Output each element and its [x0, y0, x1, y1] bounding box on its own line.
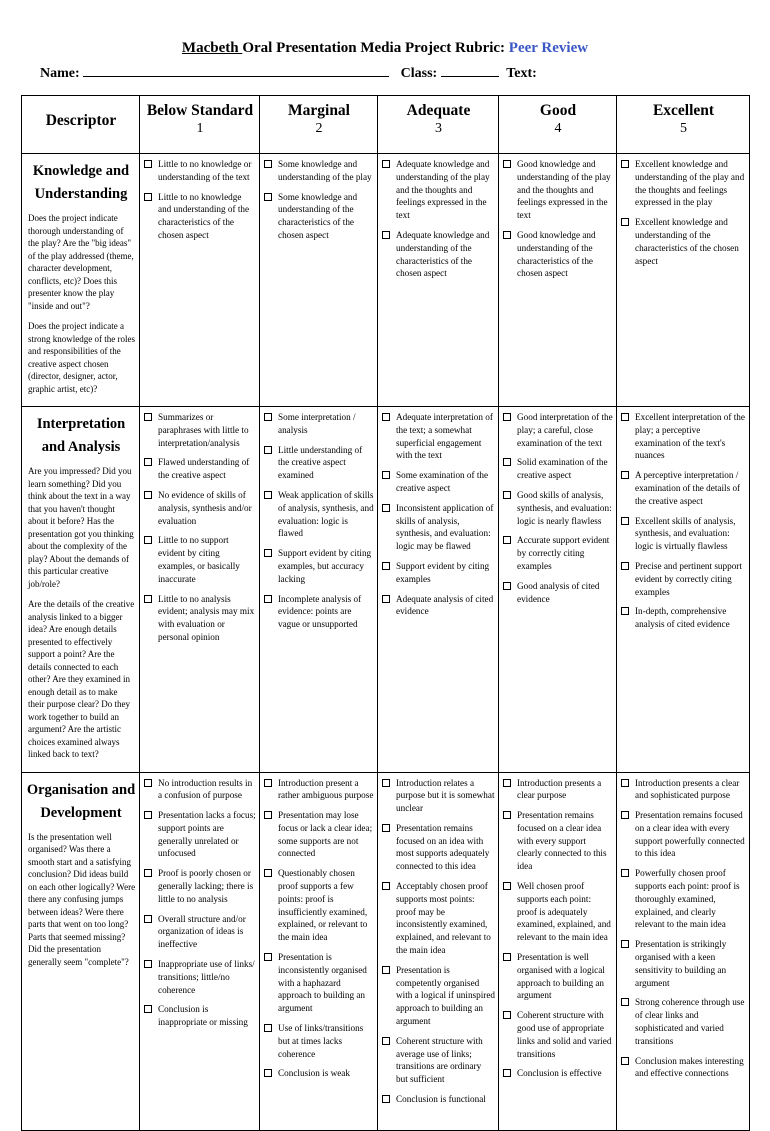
criteria-list [264, 158, 374, 242]
checkbox[interactable] [503, 458, 511, 466]
title-peer-review: Peer Review [508, 40, 589, 56]
criteria-text: Presentation remains focused on an idea with most supports adequately connected to this idea [396, 822, 490, 872]
criteria-item [382, 822, 495, 873]
checkbox[interactable] [264, 413, 272, 421]
criteria-item [144, 593, 256, 644]
criteria-item [144, 777, 256, 803]
checkbox[interactable] [382, 824, 390, 832]
criteria-list [503, 411, 613, 605]
guiding-question: Are the details of the creative analysis linked to a bigger idea? Are enough details presented to effectively support a point? Are the details connected to each other? Are they examined in enough detail as to make their purpose clear? Do they work together to build an argument? Are the artistic choices examined always linked back to text? [28, 599, 135, 759]
checkbox[interactable] [503, 779, 511, 787]
level-cell-excellent [617, 772, 750, 1130]
criteria-text: Coherent structure with good use of appropriate links and solid and varied transitions [517, 1010, 612, 1059]
checkbox[interactable] [264, 160, 272, 168]
criteria-item [144, 191, 256, 242]
criteria-item [382, 777, 495, 815]
criteria-text: In-depth, comprehensive analysis of cited evidence [635, 606, 730, 630]
criteria-item [503, 411, 613, 449]
criteria-text: Conclusion is inappropriate or missing [158, 1004, 248, 1028]
criteria-list [382, 411, 495, 618]
criteria-text: Adequate knowledge and understanding of the characteristics of the chosen aspect [396, 229, 490, 279]
checkbox[interactable] [503, 582, 511, 590]
checkbox[interactable] [503, 1011, 511, 1019]
checkbox[interactable] [503, 413, 511, 421]
rubric-header-row [22, 96, 750, 154]
col-header-marginal: Marginal 2 [260, 96, 378, 154]
guiding-question: Is the presentation well organised? Was there a smooth start and a satisfying conclusion? Did ideas build on each other logically? Were there any confusing jumps between ideas? Were there parts that went on too long? Parts that seemed missing? Did the presentation generally seem "complete"? [28, 831, 136, 967]
criteria-item [503, 777, 613, 803]
level-cell-adequate [378, 407, 499, 773]
criteria-text: Flawed understanding of the creative aspect [158, 457, 250, 481]
criteria-item [621, 560, 746, 598]
level-cell-good [499, 154, 617, 407]
guiding-question: Does the project indicate a strong knowledge of the roles and responsibilities of the creative aspect chosen (director, designer, actor, graphic artist, etc)? [28, 321, 135, 394]
criteria-text: Precise and pertinent support evident by correctly citing examples [635, 560, 742, 597]
criteria-list [382, 158, 495, 280]
checkbox[interactable] [503, 1069, 511, 1077]
criteria-text: Acceptably chosen proof supports most points: proof may be inconsistently examined, explained, and relevant to the main idea [396, 881, 491, 956]
criteria-item [503, 534, 613, 572]
criteria-text: Use of links/transitions but at times lacks coherence [278, 1023, 364, 1059]
checkbox[interactable] [144, 1005, 152, 1013]
criteria-text: Introduction present a rather ambiguous purpose [278, 777, 374, 801]
name-label: Name: [40, 66, 80, 81]
criteria-text: Some knowledge and understanding of the characteristics of the chosen aspect [278, 191, 358, 240]
criteria-item [621, 158, 746, 209]
criteria-item [382, 469, 495, 495]
level-cell-good [499, 772, 617, 1130]
checkbox[interactable] [621, 869, 629, 877]
checkbox[interactable] [621, 940, 629, 948]
level-cell-below-standard [140, 407, 260, 773]
criteria-text: Excellent knowledge and understanding of the play and the thoughts and feelings expressed in the play [635, 159, 745, 208]
criteria-item [264, 191, 374, 242]
checkbox[interactable] [382, 1095, 390, 1103]
rubric-table [21, 95, 750, 1131]
criteria-text: Excellent skills of analysis, synthesis, and evaluation: logic is virtually flawless [635, 515, 736, 552]
checkbox[interactable] [503, 811, 511, 819]
checkbox[interactable] [382, 160, 390, 168]
criteria-text: No introduction results in a confusion of purpose [158, 777, 253, 801]
rubric-title [0, 40, 770, 57]
level-cell-below-standard [140, 772, 260, 1130]
criteria-item [264, 593, 374, 631]
criteria-text: Introduction presents a clear purpose [517, 777, 602, 801]
criteria-text: Presentation is inconsistently organised with a haphazard approach to building an argument [278, 952, 367, 1014]
checkbox[interactable] [264, 1024, 272, 1032]
checkbox[interactable] [382, 1037, 390, 1045]
criterion-heading: Interpretation and Analysis [36, 416, 126, 455]
criteria-item [382, 964, 495, 1028]
descriptor-cell [22, 154, 140, 407]
criteria-text: Little to no knowledge and understanding of the characteristics of the chosen aspect [158, 191, 250, 240]
criteria-text: Questionably chosen proof supports a few points: proof is insufficiently examined, explained, or relevant to the main idea [278, 868, 368, 943]
criteria-item [264, 547, 374, 585]
criteria-text: Inconsistent application of skills of analysis, synthesis, and evaluation: logic may be flawed [396, 502, 494, 552]
criteria-text: Conclusion is effective [517, 1068, 602, 1079]
text-label: Text: [506, 66, 537, 81]
criteria-item [264, 867, 374, 944]
col-header-adequate: Adequate 3 [378, 96, 499, 154]
col-header-excellent: Excellent 5 [617, 96, 750, 154]
criteria-text: Inappropriate use of links/ transitions; little/no coherence [158, 959, 255, 995]
criteria-text: Accurate support evident by correctly citing examples [517, 535, 610, 571]
rubric-row [22, 407, 750, 773]
criteria-item [621, 216, 746, 267]
checkbox[interactable] [503, 953, 511, 961]
guiding-question: Does the project indicate thorough understanding of the play? Are the "big ideas" of the play addressed (theme, character development, conflicts, etc)? Does this presenter know the play "inside and out"? [28, 213, 134, 311]
checkbox[interactable] [621, 160, 629, 168]
level-cell-adequate [378, 154, 499, 407]
checkbox[interactable] [144, 960, 152, 968]
checkbox[interactable] [503, 491, 511, 499]
level-cell-excellent [617, 407, 750, 773]
criteria-item [144, 958, 256, 996]
criteria-text: Excellent interpretation of the play; a perceptive examination of the text's nuances [635, 412, 745, 461]
checkbox[interactable] [264, 595, 272, 603]
criteria-list [144, 777, 256, 1030]
criteria-text: A perceptive interpretation / examination of the details of the creative aspect [635, 470, 741, 506]
criteria-item [621, 1055, 746, 1081]
criteria-text: Support evident by citing examples, but accuracy lacking [278, 548, 372, 584]
criteria-text: Conclusion is weak [278, 1068, 350, 1079]
criteria-item [144, 867, 256, 905]
checkbox[interactable] [621, 811, 629, 819]
criteria-item [144, 913, 256, 951]
criteria-text: Adequate analysis of cited evidence [396, 593, 494, 617]
criteria-text: Some knowledge and understanding of the play [278, 159, 372, 182]
criteria-item [621, 867, 746, 931]
criteria-text: Powerfully chosen proof supports each point: proof is thoroughly examined, explained, and clearly relevant to the main idea [635, 868, 740, 930]
checkbox[interactable] [144, 413, 152, 421]
criteria-text: Some examination of the creative aspect [396, 470, 489, 493]
text-field-line[interactable] [40, 82, 256, 96]
level-cell-adequate [378, 772, 499, 1130]
criterion-heading: Organisation and Development [26, 781, 136, 821]
checkbox[interactable] [144, 811, 152, 819]
criteria-text: Little understanding of the creative aspect examined [278, 444, 363, 481]
criteria-list [621, 158, 746, 267]
rubric-row [22, 154, 750, 407]
checkbox[interactable] [264, 446, 272, 454]
criteria-text: Presentation remains focused on a clear idea with every support powerfully connected to this idea [635, 810, 745, 859]
criteria-item [382, 1035, 495, 1086]
checkbox[interactable] [621, 779, 629, 787]
class-label: Class: [400, 66, 438, 81]
checkbox[interactable] [503, 160, 511, 168]
checkbox[interactable] [621, 413, 629, 421]
criteria-list [503, 777, 613, 1081]
descriptor-cell [22, 407, 140, 773]
criteria-item [382, 593, 495, 619]
checkbox[interactable] [382, 413, 390, 421]
checkbox[interactable] [382, 471, 390, 479]
checkbox[interactable] [382, 504, 390, 512]
criteria-item [503, 158, 613, 222]
criteria-text: Presentation remains focused on a clear idea with every support clearly connected to this idea [517, 810, 607, 872]
criteria-item [144, 809, 256, 860]
criteria-text: Good skills of analysis, synthesis, and evaluation: logic is nearly flawless [517, 489, 612, 526]
title-main: Oral Presentation Media Project Rubric: [242, 40, 509, 56]
criteria-item [264, 411, 374, 437]
descriptor-cell [22, 772, 140, 1130]
criteria-item [621, 938, 746, 989]
criteria-text: Presentation is strikingly organised with a keen sensitivity to building an argument [635, 939, 727, 988]
checkbox[interactable] [503, 231, 511, 239]
criteria-item [382, 1093, 495, 1106]
checkbox[interactable] [621, 517, 629, 525]
rubric-row [22, 772, 750, 1130]
criteria-text: Adequate interpretation of the text; a somewhat superficial engagement with the text [396, 412, 493, 461]
criteria-text: Little to no analysis evident; analysis may mix with evaluation or personal opinion [158, 593, 255, 642]
checkbox[interactable] [621, 471, 629, 479]
criteria-text: Weak application of skills of analysis, synthesis, and evaluation: logic is flawed [278, 489, 374, 539]
checkbox[interactable] [382, 779, 390, 787]
criteria-list [144, 158, 256, 242]
criteria-item [382, 411, 495, 462]
criteria-item [503, 489, 613, 527]
criteria-item [621, 996, 746, 1047]
checkbox[interactable] [144, 193, 152, 201]
criteria-item [264, 777, 374, 803]
level-cell-good [499, 407, 617, 773]
criteria-item [621, 411, 746, 462]
criteria-item [382, 158, 495, 222]
criteria-text: Summarizes or paraphrases with little to interpretation/analysis [158, 412, 249, 448]
criteria-text: Adequate knowledge and understanding of the play and the thoughts and feelings expressed in the text [396, 159, 490, 221]
criteria-text: Well chosen proof supports each point: proof is adequately examined, explained, and relevant to the main idea [517, 881, 611, 943]
criteria-text: No evidence of skills of analysis, synthesis and/or evaluation [158, 489, 252, 526]
checkbox[interactable] [621, 607, 629, 615]
criteria-text: Good interpretation of the play; a careful, close examination of the text [517, 412, 613, 448]
checkbox[interactable] [621, 1057, 629, 1065]
criteria-item [503, 456, 613, 482]
criteria-item [503, 880, 613, 944]
criteria-item [264, 158, 374, 184]
criteria-text: Strong coherence through use of clear links and sophisticated and varied transitions [635, 997, 745, 1046]
criteria-item [264, 444, 374, 482]
criteria-item [621, 777, 746, 803]
criteria-text: Presentation is competently organised with a logical if uninspired approach to building an argument [396, 964, 495, 1027]
criteria-item [264, 489, 374, 540]
checkbox[interactable] [621, 998, 629, 1006]
criteria-text: Good knowledge and understanding of the play and the thoughts and feelings expressed in the text [517, 159, 611, 221]
checkbox[interactable] [382, 562, 390, 570]
criteria-item [382, 560, 495, 586]
title-play-name: Macbeth [181, 40, 243, 56]
criteria-item [264, 951, 374, 1015]
level-cell-marginal [260, 407, 378, 773]
checkbox[interactable] [144, 779, 152, 787]
level-cell-marginal [260, 772, 378, 1130]
criteria-item [621, 809, 746, 860]
criteria-item [264, 809, 374, 860]
criteria-text: Solid examination of the creative aspect [517, 457, 608, 481]
criteria-item [503, 229, 613, 280]
checkbox[interactable] [264, 1069, 272, 1077]
criteria-text: Little to no support evident by citing examples, or basically inaccurate [158, 535, 240, 584]
checkbox[interactable] [264, 193, 272, 201]
criteria-item [503, 1067, 613, 1080]
checkbox[interactable] [144, 536, 152, 544]
guiding-question: Are you impressed? Did you learn something? Did you think about the text in a way that you haven't thought about it before? Has the presentation got you thinking about the complexity of the play? About the demands of this particular creative job/role? [28, 466, 134, 589]
level-cell-below-standard [140, 154, 260, 407]
criteria-text: Presentation is well organised with a logical approach to building an argument [517, 952, 605, 1001]
checkbox[interactable] [503, 882, 511, 890]
criteria-item [144, 158, 256, 184]
checkbox[interactable] [503, 536, 511, 544]
criteria-item [144, 534, 256, 585]
criteria-item [144, 456, 256, 482]
criteria-item [621, 469, 746, 507]
level-cell-excellent [617, 154, 750, 407]
checkbox[interactable] [264, 779, 272, 787]
col-header-below-standard: Below Standard 1 [140, 96, 260, 154]
class-field-line[interactable] [441, 63, 499, 77]
criteria-list [503, 158, 613, 280]
criteria-item [503, 1009, 613, 1060]
checkbox[interactable] [264, 869, 272, 877]
criteria-list [144, 411, 256, 644]
criteria-text: Proof is poorly chosen or generally lacking; there is little to no analysis [158, 868, 254, 904]
criteria-item [144, 1003, 256, 1029]
criteria-text: Overall structure and/or organization of ideas is ineffective [158, 913, 246, 950]
criteria-item [503, 951, 613, 1002]
criterion-heading: Knowledge and Understanding [32, 163, 130, 202]
checkbox[interactable] [144, 491, 152, 499]
criteria-text: Presentation lacks a focus; support points are generally unrelated or unfocused [158, 810, 256, 859]
col-header-good: Good 4 [499, 96, 617, 154]
checkbox[interactable] [144, 869, 152, 877]
checkbox[interactable] [382, 966, 390, 974]
criteria-item [382, 502, 495, 553]
checkbox[interactable] [621, 218, 629, 226]
criteria-text: Conclusion is functional [396, 1094, 486, 1105]
criteria-item [382, 229, 495, 280]
criteria-text: Good knowledge and understanding of the characteristics of the chosen aspect [517, 229, 596, 279]
criteria-item [264, 1067, 374, 1080]
criteria-text: Introduction presents a clear and sophisticated purpose [635, 777, 740, 801]
checkbox[interactable] [144, 595, 152, 603]
name-field-line[interactable] [83, 63, 389, 77]
checkbox[interactable] [264, 953, 272, 961]
checkbox[interactable] [382, 882, 390, 890]
criteria-item [503, 580, 613, 606]
criteria-text: Excellent knowledge and understanding of the characteristics of the chosen aspect [635, 217, 739, 266]
criteria-list [621, 411, 746, 631]
criteria-text: Incomplete analysis of evidence: points are vague or unsupported [278, 593, 362, 630]
criteria-text: Little to no knowledge or understanding of the text [158, 159, 252, 182]
criteria-item [144, 489, 256, 527]
criteria-item [621, 515, 746, 553]
criteria-text: Some interpretation / analysis [278, 412, 356, 435]
checkbox[interactable] [144, 160, 152, 168]
criteria-list [264, 777, 374, 1081]
criteria-text: Support evident by citing examples [396, 560, 490, 584]
criteria-item [264, 1022, 374, 1060]
criteria-text: Introduction relates a purpose but it is somewhat unclear [396, 777, 495, 814]
criteria-list [382, 777, 495, 1106]
criteria-list [264, 411, 374, 631]
checkbox[interactable] [264, 491, 272, 499]
criteria-item [503, 809, 613, 873]
criteria-text: Conclusion makes interesting and effective connections [635, 1055, 744, 1079]
criteria-item [382, 880, 495, 957]
checkbox[interactable] [621, 562, 629, 570]
checkbox[interactable] [382, 231, 390, 239]
criteria-list [621, 777, 746, 1081]
checkbox[interactable] [144, 915, 152, 923]
checkbox[interactable] [264, 811, 272, 819]
col-header-descriptor: Descriptor [22, 96, 140, 154]
criteria-item [621, 605, 746, 631]
criteria-item [144, 411, 256, 449]
criteria-text: Good analysis of cited evidence [517, 580, 600, 604]
checkbox[interactable] [382, 595, 390, 603]
criteria-text: Presentation may lose focus or lack a clear idea; some supports are not connected [278, 810, 373, 859]
level-cell-marginal [260, 154, 378, 407]
checkbox[interactable] [144, 458, 152, 466]
checkbox[interactable] [264, 549, 272, 557]
criteria-text: Coherent structure with average use of links; transitions are ordinary but sufficient [396, 1035, 483, 1085]
